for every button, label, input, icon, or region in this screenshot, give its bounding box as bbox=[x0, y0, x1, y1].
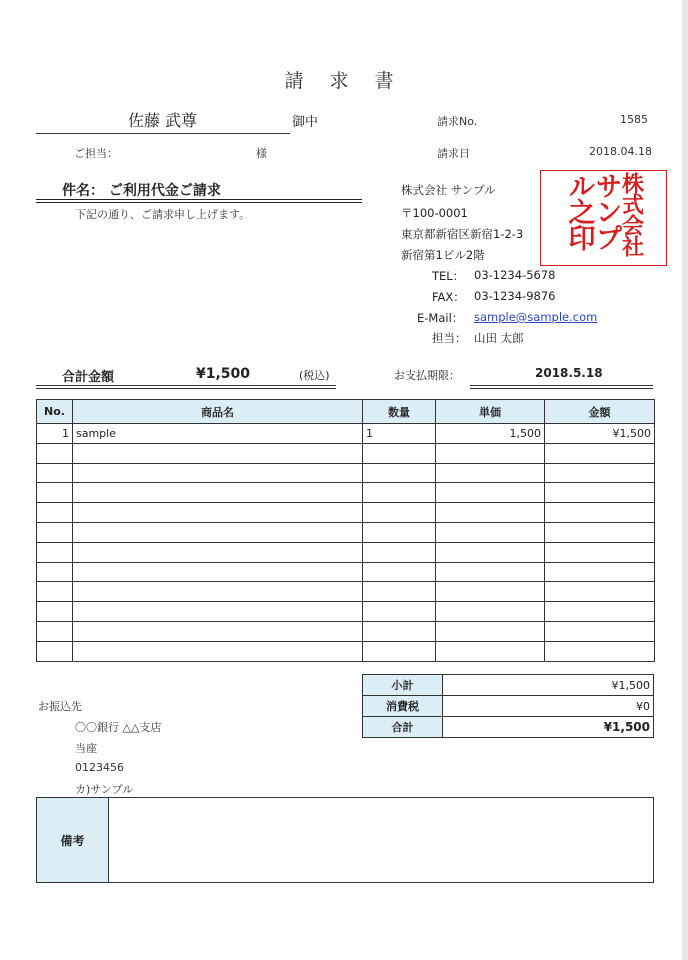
tax-included-note: (税込) bbox=[299, 369, 330, 382]
summary-table bbox=[362, 674, 654, 738]
empty-cell bbox=[363, 542, 436, 562]
empty-cell bbox=[436, 582, 545, 602]
total-amount: ¥1,500 bbox=[196, 366, 251, 382]
account-type: 当座 bbox=[75, 742, 97, 755]
due-date-value: 2018.5.18 bbox=[535, 366, 603, 380]
empty-cell bbox=[37, 562, 73, 582]
total-double-line bbox=[36, 385, 336, 386]
empty-cell bbox=[73, 542, 363, 562]
grand-total-row bbox=[363, 717, 654, 738]
table-row bbox=[37, 641, 655, 661]
empty-cell bbox=[363, 602, 436, 622]
subtotal-row bbox=[363, 675, 654, 696]
empty-cell bbox=[545, 602, 655, 622]
invoice-date-label: 請求日 bbox=[437, 147, 470, 160]
table-row bbox=[37, 443, 655, 463]
table-row bbox=[37, 582, 655, 602]
empty-cell bbox=[37, 522, 73, 542]
col-header-unit-price: 単価 bbox=[436, 400, 545, 424]
table-row bbox=[37, 602, 655, 622]
empty-cell bbox=[37, 621, 73, 641]
request-note: 下記の通り、ご請求申し上げます。 bbox=[75, 208, 251, 221]
empty-cell bbox=[545, 463, 655, 483]
empty-cell bbox=[545, 562, 655, 582]
empty-cell bbox=[545, 483, 655, 503]
col-header-no: No. bbox=[37, 400, 73, 424]
empty-cell bbox=[73, 483, 363, 503]
bank-label: お振込先 bbox=[38, 700, 82, 713]
empty-cell bbox=[545, 542, 655, 562]
empty-cell bbox=[363, 562, 436, 582]
issuer-mail-label: E-Mail： bbox=[417, 311, 464, 325]
row-qty: 1 bbox=[363, 424, 436, 444]
empty-cell bbox=[73, 602, 363, 622]
empty-cell bbox=[436, 641, 545, 661]
issuer-tel-label: TEL： bbox=[432, 269, 465, 283]
invoice-date-value: 2018.04.18 bbox=[589, 145, 652, 158]
customer-honorific: 御中 bbox=[292, 115, 319, 130]
customer-underline bbox=[36, 133, 290, 134]
issuer-company: 株式会社 サンプル bbox=[401, 183, 496, 197]
table-row bbox=[37, 621, 655, 641]
empty-cell bbox=[73, 522, 363, 542]
due-double-line-2 bbox=[470, 388, 653, 389]
empty-cell bbox=[73, 621, 363, 641]
empty-cell bbox=[363, 483, 436, 503]
empty-cell bbox=[73, 463, 363, 483]
empty-cell bbox=[363, 463, 436, 483]
empty-cell bbox=[436, 522, 545, 542]
empty-cell bbox=[37, 483, 73, 503]
col-header-amount: 金額 bbox=[545, 400, 655, 424]
issuer-postal: 〒100-0001 bbox=[401, 206, 468, 220]
table-row bbox=[37, 483, 655, 503]
subtotal-value: ¥1,500 bbox=[443, 675, 654, 696]
bank-name: 〇〇銀行 △△支店 bbox=[75, 721, 162, 734]
items-header-row bbox=[37, 400, 655, 424]
remarks-box bbox=[36, 797, 654, 883]
empty-cell bbox=[545, 582, 655, 602]
empty-cell bbox=[545, 641, 655, 661]
empty-cell bbox=[363, 503, 436, 523]
row-unit-price: 1,500 bbox=[436, 424, 545, 444]
empty-cell bbox=[545, 503, 655, 523]
empty-cell bbox=[545, 621, 655, 641]
contact-honorific: 様 bbox=[256, 147, 267, 160]
issuer-fax-label: FAX： bbox=[432, 290, 465, 304]
subject-underline-2 bbox=[36, 202, 362, 203]
issuer-email-link[interactable]: sample@sample.com bbox=[474, 310, 598, 324]
empty-cell bbox=[436, 562, 545, 582]
empty-cell bbox=[73, 503, 363, 523]
empty-cell bbox=[73, 582, 363, 602]
table-row bbox=[37, 542, 655, 562]
seal-text-col1: 株式会社 bbox=[618, 172, 644, 256]
empty-cell bbox=[545, 522, 655, 542]
due-double-line bbox=[470, 385, 653, 386]
customer-name: 佐藤 武尊 bbox=[128, 111, 198, 130]
empty-cell bbox=[436, 542, 545, 562]
empty-cell bbox=[37, 503, 73, 523]
account-number: 0123456 bbox=[75, 761, 124, 774]
empty-cell bbox=[363, 443, 436, 463]
empty-cell bbox=[436, 463, 545, 483]
issuer-address2: 新宿第1ビル2階 bbox=[401, 248, 485, 262]
invoice-no-value: 1585 bbox=[620, 113, 648, 126]
empty-cell bbox=[37, 463, 73, 483]
empty-cell bbox=[436, 503, 545, 523]
empty-cell bbox=[363, 621, 436, 641]
issuer-fax: 03-1234-9876 bbox=[474, 289, 556, 303]
empty-cell bbox=[37, 602, 73, 622]
issuer-address1: 東京都新宿区新宿1-2-3 bbox=[401, 227, 524, 241]
document-title: 請 求 書 bbox=[284, 70, 404, 92]
invoice-no-label: 請求No. bbox=[437, 115, 478, 128]
table-row bbox=[37, 522, 655, 542]
company-seal-stamp bbox=[540, 170, 667, 266]
row-no: 1 bbox=[37, 424, 73, 444]
subtotal-label: 小計 bbox=[363, 675, 443, 696]
total-double-line-2 bbox=[36, 388, 336, 389]
empty-cell bbox=[73, 562, 363, 582]
empty-cell bbox=[73, 443, 363, 463]
col-header-qty: 数量 bbox=[363, 400, 436, 424]
col-header-item: 商品名 bbox=[73, 400, 363, 424]
total-label: 合計金額 bbox=[62, 370, 115, 385]
due-date-label: お支払期限： bbox=[394, 369, 460, 382]
tax-label: 消費税 bbox=[363, 696, 443, 717]
empty-cell bbox=[363, 582, 436, 602]
subject-line: 件名： ご利用代金ご請求 bbox=[62, 183, 221, 199]
issuer-tel: 03-1234-5678 bbox=[474, 268, 556, 282]
seal-text-col3: ル之印 bbox=[563, 172, 595, 250]
items-body bbox=[37, 424, 655, 662]
grand-total-label: 合計 bbox=[363, 717, 443, 738]
table-row bbox=[37, 463, 655, 483]
remarks-label: 備考 bbox=[37, 798, 109, 882]
empty-cell bbox=[37, 641, 73, 661]
empty-cell bbox=[37, 443, 73, 463]
subject-underline bbox=[36, 199, 362, 200]
tax-row bbox=[363, 696, 654, 717]
empty-cell bbox=[73, 641, 363, 661]
issuer-rep-label: 担当： bbox=[432, 331, 467, 345]
empty-cell bbox=[436, 602, 545, 622]
empty-cell bbox=[436, 621, 545, 641]
empty-cell bbox=[37, 582, 73, 602]
account-holder: カ)サンプル bbox=[75, 783, 134, 796]
contact-label: ご担当： bbox=[74, 147, 118, 160]
tax-value: ¥0 bbox=[443, 696, 654, 717]
empty-cell bbox=[37, 542, 73, 562]
empty-cell bbox=[363, 522, 436, 542]
table-row bbox=[37, 562, 655, 582]
items-table bbox=[36, 399, 655, 662]
seal-text-col2: サンプ bbox=[590, 172, 622, 250]
row-amount: ¥1,500 bbox=[545, 424, 655, 444]
issuer-rep: 山田 太郎 bbox=[474, 331, 524, 345]
empty-cell bbox=[436, 443, 545, 463]
table-row bbox=[37, 503, 655, 523]
empty-cell bbox=[363, 641, 436, 661]
empty-cell bbox=[545, 443, 655, 463]
grand-total-value: ¥1,500 bbox=[443, 717, 654, 738]
empty-cell bbox=[436, 483, 545, 503]
table-row bbox=[37, 424, 655, 444]
row-item: sample bbox=[73, 424, 363, 444]
